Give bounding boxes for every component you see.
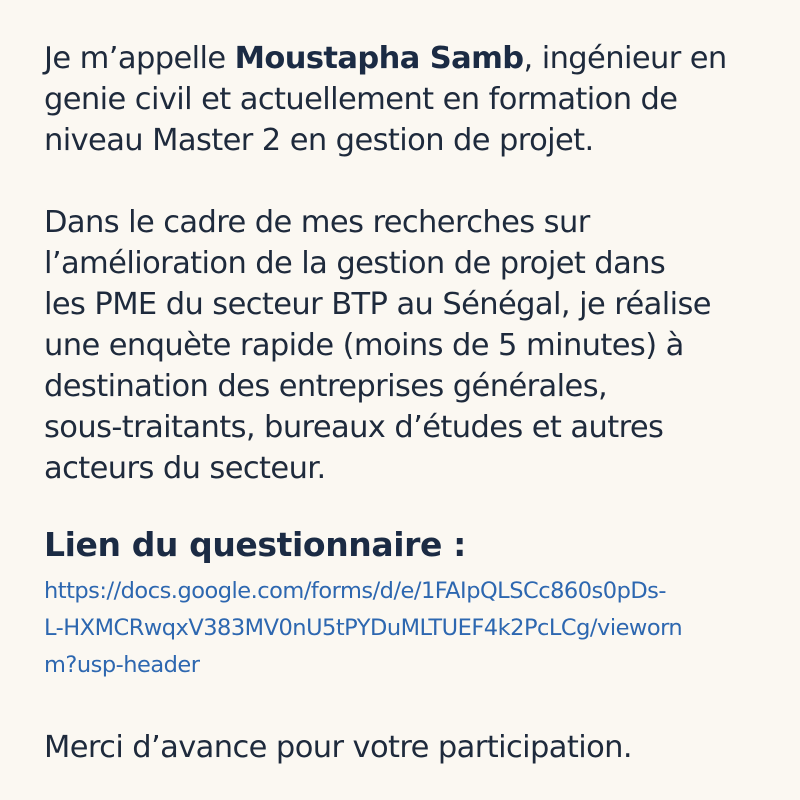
survey-heading: Lien du questionnaire : bbox=[44, 525, 466, 564]
research-paragraph bbox=[44, 202, 774, 489]
research-line: sous-traitants, bureaux d’études et autres bbox=[44, 410, 664, 445]
research-line: l’amélioration de la gestion de projet dans bbox=[44, 246, 666, 281]
author-name: Moustapha Samb bbox=[234, 41, 524, 76]
closing-thanks: Merci d’avance pour votre participation. bbox=[44, 730, 632, 765]
message-body bbox=[44, 38, 774, 768]
intro-paragraph bbox=[44, 38, 774, 161]
intro-suffix: , ingénieur en bbox=[523, 41, 727, 76]
intro-line-2: genie civil et actuellement en formation de bbox=[44, 82, 678, 117]
research-line: Dans le cadre de mes recherches sur bbox=[44, 205, 590, 240]
survey-link-line: L-HXMCRwqxV383MV0nU5tPYDuMLTUEF4k2PcLCg/vieworn bbox=[44, 615, 683, 641]
research-line: une enquète rapide (moins de 5 minutes) à bbox=[44, 328, 684, 363]
survey-link[interactable] bbox=[44, 573, 774, 684]
intro-prefix: Je m’appelle bbox=[44, 41, 235, 76]
research-line: destination des entreprises générales, bbox=[44, 369, 608, 404]
survey-link-line: m?usp-header bbox=[44, 652, 200, 678]
intro-line-1 bbox=[44, 38, 774, 79]
research-line: acteurs du secteur. bbox=[44, 451, 326, 486]
intro-line-3: niveau Master 2 en gestion de projet. bbox=[44, 123, 594, 158]
research-line: les PME du secteur BTP au Sénégal, je réalise bbox=[44, 287, 711, 322]
survey-link-line: https://docs.google.com/forms/d/e/1FAIpQLSCc860s0pDs- bbox=[44, 578, 667, 604]
